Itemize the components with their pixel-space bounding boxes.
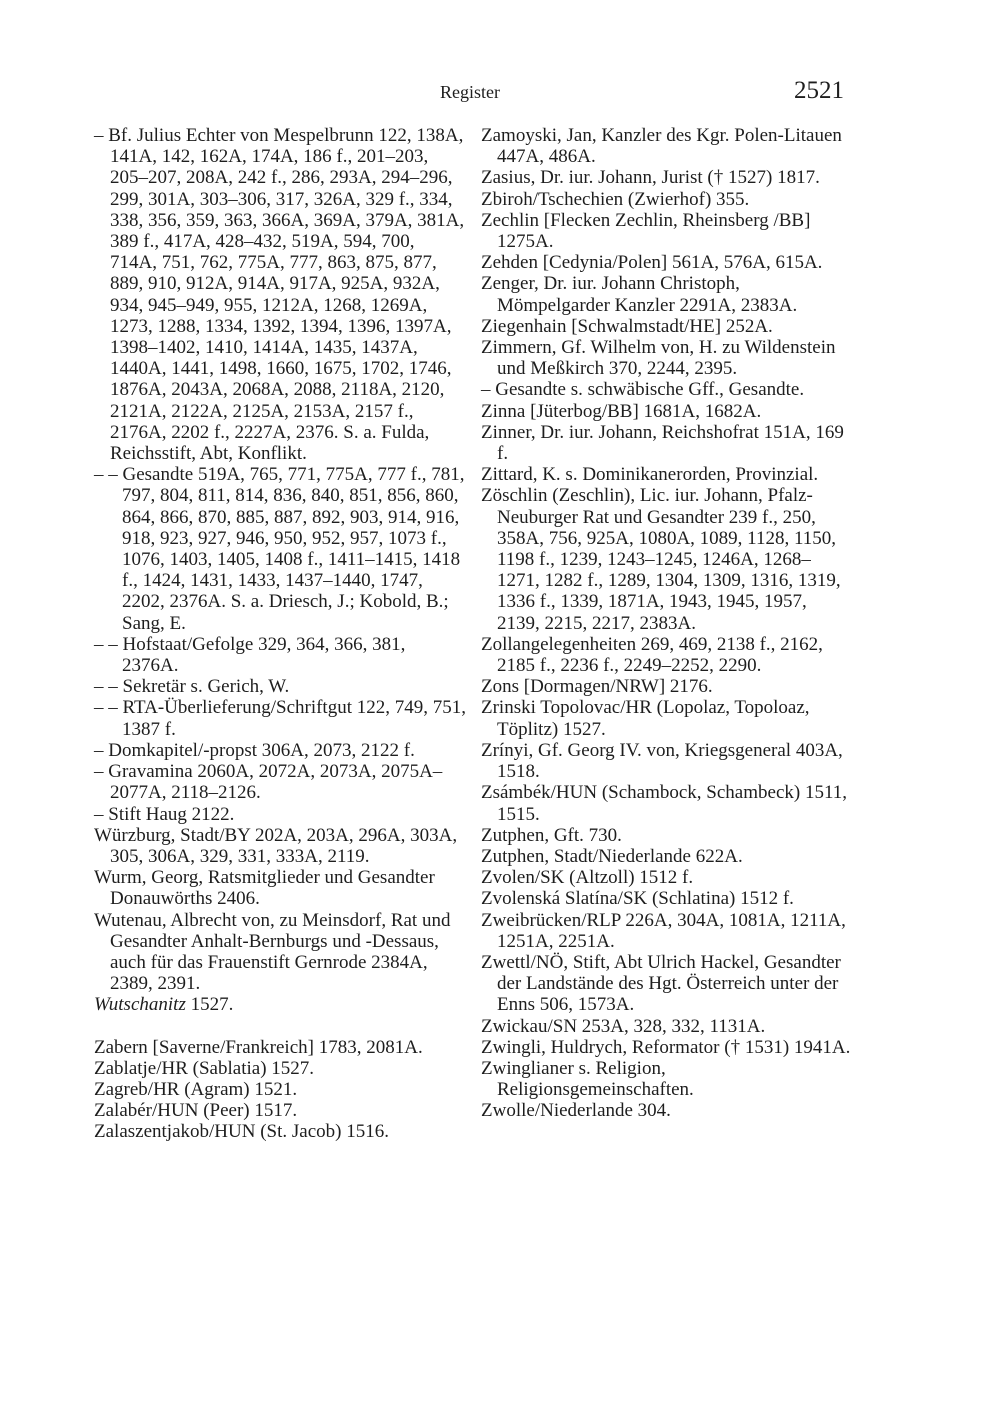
index-entry — [481, 210, 853, 252]
index-column-left — [94, 125, 466, 1143]
index-entry — [481, 782, 853, 824]
index-entry — [94, 676, 466, 697]
index-entry — [481, 825, 853, 846]
index-entry — [94, 464, 466, 634]
index-entry-text: – – Gesandte 519A, 765, 771, 775A, 777 f., 781, 797, 804, 811, 814, 836, 840, 851, 856, 860, 864, 866, 870, 885, 887, 892, 903, 914, 916, 918, 923, 927, 946, 950, 952, 957, 1073 f., 1076, 1403, 1405, 1408 f., 1411–1415, 1418 f., 1424, 1431, 1433, 1437–1440, 1747, 2202, 2376A. S. a. Driesch, J.; Kobold, B.; Sang, E. — [94, 464, 465, 634]
index-entry-text: Zimmern, Gf. Wilhelm von, H. zu Wildenstein und Meßkirch 370, 2244, 2395. — [481, 337, 836, 380]
index-entry — [481, 337, 853, 379]
index-entry — [94, 761, 466, 803]
index-entry-text: Zrínyi, Gf. Georg IV. von, Kriegsgeneral 403A, 1518. — [481, 739, 843, 783]
index-entry — [481, 379, 853, 400]
index-entry-text: Zasius, Dr. iur. Johann, Jurist († 1527) 1817. — [481, 167, 820, 189]
index-entry-text: Zehden [Cedynia/Polen] 561A, 576A, 615A. — [481, 252, 823, 274]
index-entry — [481, 485, 853, 633]
index-entry — [481, 676, 853, 697]
index-entry-text: – Stift Haug 2122. — [94, 803, 235, 825]
index-entry — [481, 252, 853, 273]
index-entry-text: Wurm, Georg, Ratsmitglieder und Gesandter Donauwörths 2406. — [94, 867, 435, 910]
index-entry-text: Zbiroh/Tschechien (Zwierhof) 355. — [481, 188, 750, 210]
index-entry-text: Zsámbék/HUN (Schambock, Schambeck) 1511, 1515. — [481, 782, 848, 825]
index-entry-text: Zwingli, Huldrych, Reformator († 1531) 1941A. — [481, 1036, 851, 1058]
index-entry-headword: Wutschanitz — [94, 994, 186, 1016]
index-entry-text: Zvolenská Slatína/SK (Schlatina) 1512 f. — [481, 888, 794, 910]
index-entry — [94, 994, 466, 1015]
index-entry — [94, 697, 466, 739]
index-entry-text: Zittard, K. s. Dominikanerorden, Provinzial. — [481, 464, 819, 486]
index-entry-text: – – Sekretär s. Gerich, W. — [94, 676, 290, 698]
index-entry — [94, 634, 466, 676]
index-entry-text: Zechlin [Flecken Zechlin, Rheinsberg /BB] 1275A. — [481, 209, 811, 253]
index-column-right — [481, 125, 853, 1122]
index-entry-text: – – RTA-Überlieferung/Schriftgut 122, 749, 751, 1387 f. — [94, 697, 466, 740]
index-entry — [481, 952, 853, 1016]
index-entry-text: Zagreb/HR (Agram) 1521. — [94, 1078, 298, 1100]
index-entry — [481, 867, 853, 888]
index-entry-text: Zwickau/SN 253A, 328, 332, 1131A. — [481, 1015, 766, 1037]
index-entry — [481, 125, 853, 167]
index-entry — [481, 189, 853, 210]
index-entry — [94, 1121, 466, 1142]
index-entry-text: Zabern [Saverne/Frankreich] 1783, 2081A. — [94, 1036, 423, 1058]
index-entry-text: – Domkapitel/-propst 306A, 2073, 2122 f. — [94, 739, 415, 761]
index-entry — [481, 846, 853, 867]
index-entry — [94, 125, 466, 464]
index-entry — [481, 697, 853, 739]
index-entry — [481, 1058, 853, 1100]
index-entry — [481, 1100, 853, 1121]
index-entry — [94, 867, 466, 909]
index-entry-text: Würzburg, Stadt/BY 202A, 203A, 296A, 303A, 305, 306A, 329, 331, 333A, 2119. — [94, 824, 458, 867]
index-entry — [481, 273, 853, 315]
index-entry — [94, 1100, 466, 1121]
index-entry-text: Zamoyski, Jan, Kanzler des Kgr. Polen-Litauen 447A, 486A. — [481, 125, 842, 168]
index-entry-text: Ziegenhain [Schwalmstadt/HE] 252A. — [481, 315, 773, 337]
index-entry-text: Zablatje/HR (Sablatia) 1527. — [94, 1057, 315, 1079]
index-entry-text: Zrinski Topolovac/HR (Lopolaz, Topoloaz, Töplitz) 1527. — [481, 697, 810, 740]
index-entry — [94, 740, 466, 761]
index-entry-text: Zwinglianer s. Religion, Religionsgemeinschaften. — [481, 1057, 694, 1101]
index-entry — [94, 804, 466, 825]
index-entry-text: – Gravamina 2060A, 2072A, 2073A, 2075A–2077A, 2118–2126. — [94, 761, 443, 804]
index-entry — [94, 825, 466, 867]
index-entry — [481, 634, 853, 676]
index-entry — [481, 1037, 853, 1058]
index-entry-text: Zutphen, Stadt/Niederlande 622A. — [481, 845, 743, 867]
index-entry — [481, 401, 853, 422]
index-entry — [481, 910, 853, 952]
index-entry — [481, 464, 853, 485]
index-entry-text: Zalabér/HUN (Peer) 1517. — [94, 1100, 298, 1122]
index-entry — [94, 1037, 466, 1058]
index-entry-text: Zenger, Dr. iur. Johann Christoph, Mömpelgarder Kanzler 2291A, 2383A. — [481, 273, 798, 316]
index-entry-text: Zinner, Dr. iur. Johann, Reichshofrat 151A, 169 f. — [481, 421, 844, 465]
index-entry-text: Zwolle/Niederlande 304. — [481, 1100, 671, 1122]
index-entry-text: Zvolen/SK (Altzoll) 1512 f. — [481, 867, 694, 889]
index-entry-text: Zwettl/NÖ, Stift, Abt Ulrich Hackel, Gesandter der Landstände des Hgt. Österreich unter der Enns 506, 1573A. — [481, 951, 841, 1016]
index-entry — [94, 1058, 466, 1079]
index-entry — [481, 422, 853, 464]
index-entry — [481, 316, 853, 337]
index-entry — [481, 740, 853, 782]
index-entry — [481, 167, 853, 188]
index-entry — [481, 1016, 853, 1037]
index-entry — [481, 888, 853, 909]
index-entry-text: Zollangelegenheiten 269, 469, 2138 f., 2162, 2185 f., 2236 f., 2249–2252, 2290. — [481, 633, 823, 677]
index-entry-text: Zons [Dormagen/NRW] 2176. — [481, 676, 713, 698]
page-number: 2521 — [794, 77, 844, 104]
index-entry-text: Zalaszentjakob/HUN (St. Jacob) 1516. — [94, 1121, 389, 1143]
index-entry-text: 1527. — [185, 994, 234, 1016]
running-header: Register — [440, 82, 500, 102]
index-entry-text: Wutenau, Albrecht von, zu Meinsdorf, Rat und Gesandter Anhalt-Bernburgs und -Dessaus, auch für das Frauenstift Gernrode 2384A, 2389, 2391. — [94, 909, 451, 995]
index-entry-text: Zutphen, Gft. 730. — [481, 824, 622, 846]
index-entry-text: – Bf. Julius Echter von Mespelbrunn 122, 138A, 141A, 142, 162A, 174A, 186 f., 201–203, 205–207, 208A, 242 f., 286, 293A, 294–296, 299, 301A, 303–306, 317, 326A, 329 f., 334, 338, 356, 359, 363, 366A, 369A, 379A, 381A, 389 f., 417A, 428–432, 519A, 594, 700, 714A, 751, 762, 775A, 777, 863, 875, 877, 889, 910, 912A, 914A, 917A, 925A, 932A, 934, 945–949, 955, 1212A, 1268, 1269A, 1273, 1288, 1334, 1392, 1394, 1396, 1397A, 1398–1402, 1410, 1414A, 1435, 1437A, 1440A, 1441, 1498, 1660, 1675, 1702, 1746, 1876A, 2043A, 2068A, 2088, 2118A, 2120, 2121A, 2122A, 2125A, 2153A, 2157 f., 2176A, 2202 f., 2227A, 2376. S. a. Fulda, Reichsstift, Abt, Konflikt. — [94, 125, 465, 465]
index-entry-text: – Gesandte s. schwäbische Gff., Gesandte. — [481, 379, 805, 401]
index-entry-text: Zweibrücken/RLP 226A, 304A, 1081A, 1211A, 1251A, 2251A. — [481, 909, 846, 952]
index-entry-text: – – Hofstaat/Gefolge 329, 364, 366, 381, 2376A. — [94, 633, 406, 677]
index-entry-text: Zinna [Jüterbog/BB] 1681A, 1682A. — [481, 400, 762, 422]
index-entry — [94, 910, 466, 995]
index-entry-text: Zöschlin (Zeschlin), Lic. iur. Johann, Pfalz-Neuburger Rat und Gesandter 239 f., 250, 358A, 756, 925A, 1080A, 1089, 1128, 1150, 1198 f., 1239, 1243–1245, 1246A, 1268–1271, 1282 f., 1289, 1304, 1309, 1316, 1319, 1336 f., 1339, 1871A, 1943, 1945, 1957, 2139, 2215, 2217, 2383A. — [481, 485, 841, 634]
index-entry — [94, 1079, 466, 1100]
